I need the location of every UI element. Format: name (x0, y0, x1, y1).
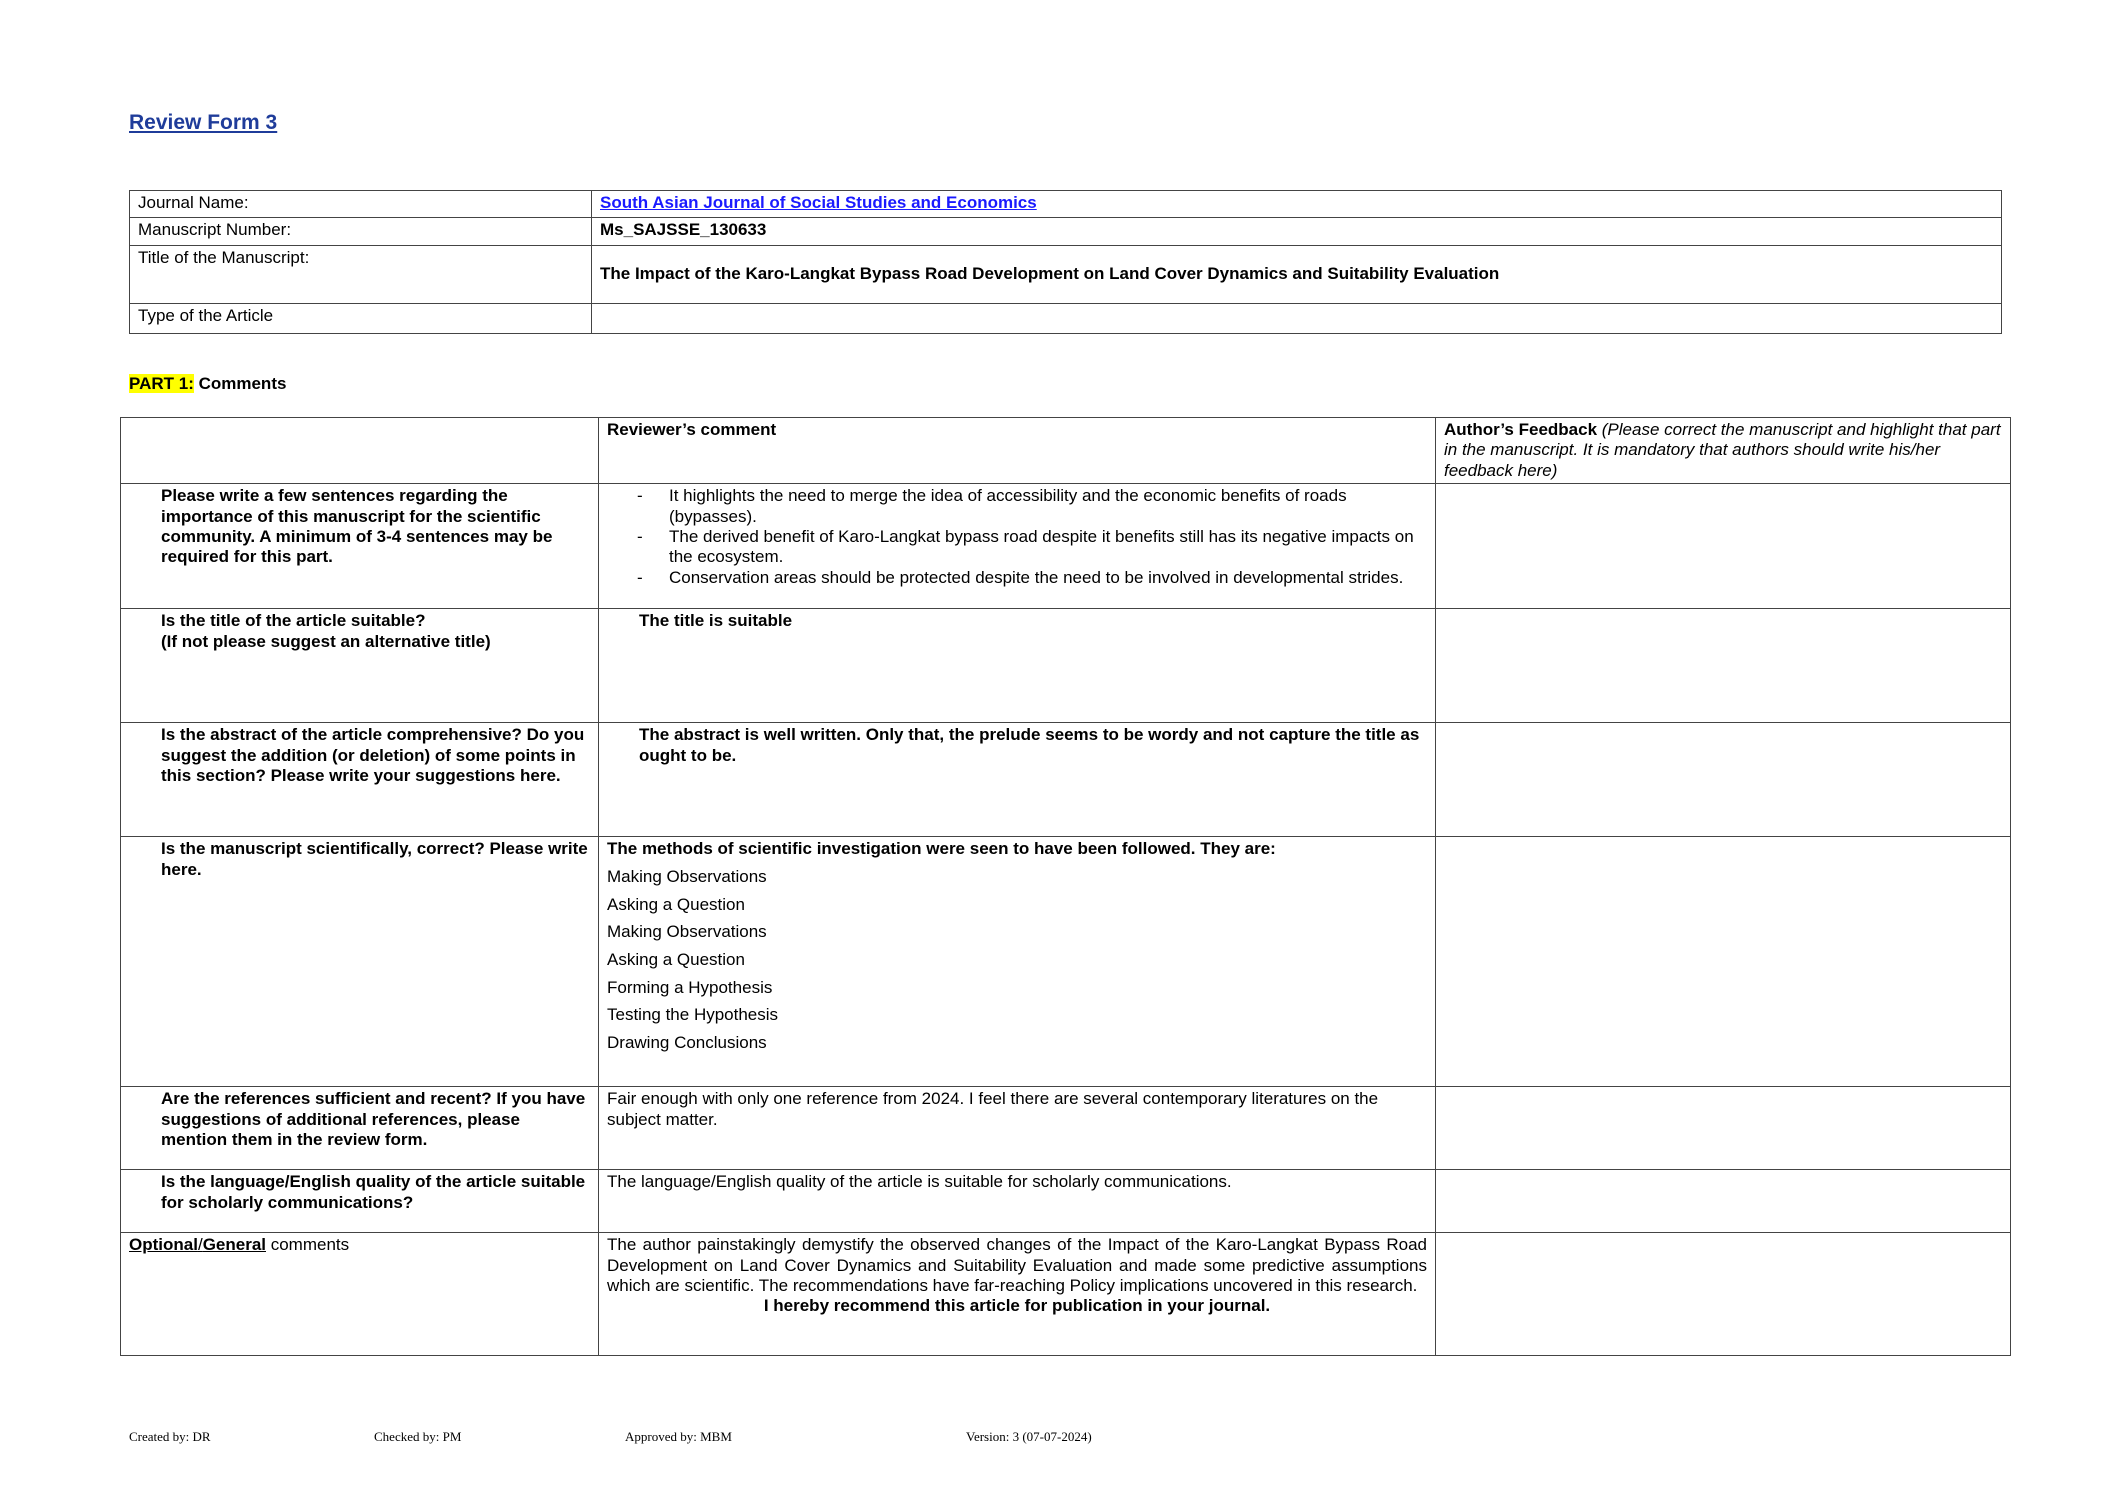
language-comment: The language/English quality of the article is suitable for scholarly communications. (599, 1170, 1436, 1233)
part-text: Comments (193, 374, 287, 393)
author-feedback-cell[interactable] (1436, 609, 2011, 723)
journal-link[interactable]: South Asian Journal of Social Studies and Economics (600, 193, 1037, 212)
author-feedback-cell[interactable] (1436, 1170, 2011, 1233)
list-item: Drawing Conclusions (607, 1033, 767, 1053)
part-heading (129, 374, 286, 394)
question-importance: Please write a few sentences regarding the importance of this manuscript for the scientific community. A minimum of 3-4 sentences may be required for this part. (121, 484, 599, 609)
journal-label: Journal Name: (130, 191, 592, 218)
author-feedback-cell[interactable] (1436, 1087, 2011, 1170)
list-item: Forming a Hypothesis (607, 977, 773, 997)
manuscript-title-value: The Impact of the Karo-Langkat Bypass Road Development on Land Cover Dynamics and Suitability Evaluation (592, 246, 2002, 304)
list-item: Asking a Question (607, 894, 745, 914)
references-comment: Fair enough with only one reference from 2024. I feel there are several contemporary literatures on the subject matter. (599, 1087, 1436, 1170)
author-feedback-header: Author’s Feedback (Please correct the manuscript and highlight that part in the manuscript. It is mandatory that authors should write his/her feedback here) (1436, 418, 2011, 484)
title-comment: The title is suitable (599, 609, 1436, 723)
list-item: Testing the Hypothesis (607, 1005, 779, 1025)
optional-comment: The author painstakingly demystify the observed changes of the Impact of the Karo-Langkat Bypass Road Development on Land Cover Dynamics and Suitability Evaluation and made some predictive assumptions which are scientific. The recommendations have far-reaching Policy implications uncovered in this research. (607, 1235, 1427, 1296)
author-feedback-cell[interactable] (1436, 723, 2011, 837)
list-item: - It highlights the need to merge the idea of accessibility and the economic benefits of roads (bypasses). (669, 486, 1427, 527)
importance-comment-list (607, 486, 1427, 588)
reviewer-comment-header: Reviewer’s comment (599, 418, 1436, 484)
manuscript-info-table (129, 190, 2002, 334)
abstract-comment: The abstract is well written. Only that, the prelude seems to be wordy and not capture the title as ought to be. (599, 723, 1436, 837)
part-label: PART 1: (129, 374, 194, 393)
list-item: Asking a Question (607, 950, 745, 970)
footer-checked: Checked by: PM (374, 1429, 462, 1444)
recommendation: I hereby recommend this article for publication in your journal. (763, 1296, 1271, 1316)
author-feedback-cell[interactable] (1436, 484, 2011, 609)
question-abstract: Is the abstract of the article comprehensive? Do you suggest the addition (or deletion) of some points in this section? Please write your suggestions here. (121, 723, 599, 837)
article-type-value (592, 304, 2002, 334)
article-type-label: Type of the Article (130, 304, 592, 334)
manuscript-number-value: Ms_SAJSSE_130633 (592, 218, 2002, 246)
scientific-comment: The methods of scientific investigation were seen to have been followed. They are: (607, 839, 1276, 859)
footer-version: Version: 3 (07-07-2024) (966, 1429, 1092, 1444)
question-title: Is the title of the article suitable? (If not please suggest an alternative title) (121, 609, 599, 723)
footer-approved: Approved by: MBM (625, 1429, 732, 1444)
question-references: Are the references sufficient and recent? If you have suggestions of additional references, please mention them in the review form. (121, 1087, 599, 1170)
author-feedback-cell[interactable] (1436, 837, 2011, 1087)
manuscript-title-label: Title of the Manuscript: (130, 246, 592, 304)
question-language: Is the language/English quality of the article suitable for scholarly communications? (121, 1170, 599, 1233)
optional-comments-label: Optional/General comments (121, 1233, 599, 1356)
form-title: Review Form 3 (129, 111, 278, 134)
manuscript-number-label: Manuscript Number: (130, 218, 592, 246)
list-item: Making Observations (607, 922, 767, 942)
question-scientific: Is the manuscript scientifically, correct? Please write here. (121, 837, 599, 1087)
author-feedback-cell[interactable] (1436, 1233, 2011, 1356)
list-item: Making Observations (607, 866, 767, 886)
list-item: - Conservation areas should be protected despite the need to be involved in developmental strides. (669, 568, 1427, 588)
steps-list (607, 867, 1427, 1054)
list-item: - The derived benefit of Karo-Langkat bypass road despite it benefits still has its negative impacts on the ecosystem. (669, 527, 1427, 568)
footer-created: Created by: DR (129, 1429, 211, 1444)
comments-table (120, 417, 2011, 1356)
